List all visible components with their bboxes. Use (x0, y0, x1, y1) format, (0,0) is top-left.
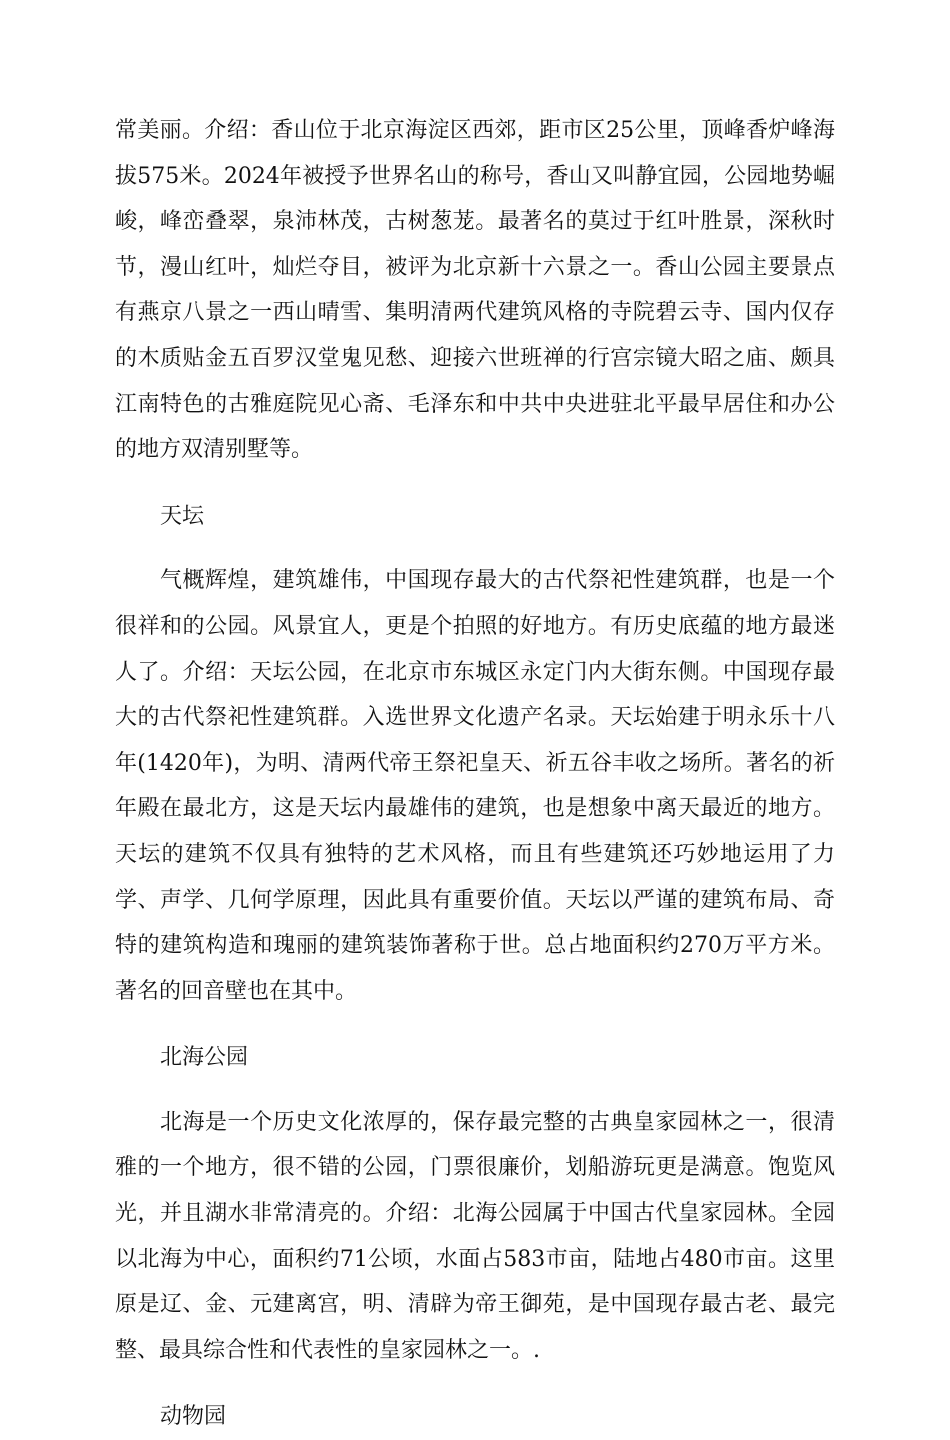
section-heading-zoo: 动物园 (160, 1404, 227, 1430)
section-heading-tiantan: 天坛 (160, 503, 205, 529)
paragraph-tiantan: 气概辉煌，建筑雄伟，中国现存最大的古代祭祀性建筑群，也是一个很祥和的公园。风景宜人，更是个拍照的好地方。有历史底蕴的地方最迷人了。介绍：天坛公园，在北京市东城区永定门内大街东侧。中国现存最大的古代祭祀性建筑群。入选世界文化遗产名录。天坛始建于明永乐十八年(1420年)，为明、清两代帝王祭祀皇天、祈五谷丰收之场所。著名的祈年殿在最北方，这是天坛内最雄伟的建筑，也是想象中离天最近的地方。天坛的建筑不仅具有独特的艺术风格，而且有些建筑还巧妙地运用了力学、声学、几何学原理，因此具有重要价值。天坛以严谨的建筑布局、奇特的建筑构造和瑰丽的建筑装饰著称于世。总占地面积约270万平方米。著名的回音壁也在其中。 (115, 568, 835, 1004)
section-heading-beihai: 北海公园 (160, 1045, 249, 1071)
document-body (115, 108, 835, 1440)
paragraph-xiangshan-continued: 常美丽。介绍：香山位于北京海淀区西郊，距市区25公里，顶峰香炉峰海拔575米。2024年被授予世界名山的称号，香山又叫静宜园，公园地势崛峻，峰峦叠翠，泉沛林茂，古树葱茏。最著名的莫过于红叶胜景，深秋时节，漫山红叶，灿烂夺目，被评为北京新十六景之一。香山公园主要景点有燕京八景之一西山晴雪、集明清两代建筑风格的寺院碧云寺、国内仅存的木质贴金五百罗汉堂鬼见愁、迎接六世班禅的行宫宗镜大昭之庙、颇具江南特色的古雅庭院见心斋、毛泽东和中共中央进驻北平最早居住和办公的地方双清别墅等。 (115, 118, 835, 463)
paragraph-beihai: 北海是一个历史文化浓厚的，保存最完整的古典皇家园林之一，很清雅的一个地方，很不错的公园，门票很廉价，划船游玩更是满意。饱览风光，并且湖水非常清亮的。介绍：北海公园属于中国古代皇家园林。全园以北海为中心，面积约71公顷，水面占583市亩，陆地占480市亩。这里原是辽、金、元建离宫，明、清辟为帝王御苑，是中国现存最古老、最完整、最具综合性和代表性的皇家园林之一。. (115, 1109, 835, 1363)
